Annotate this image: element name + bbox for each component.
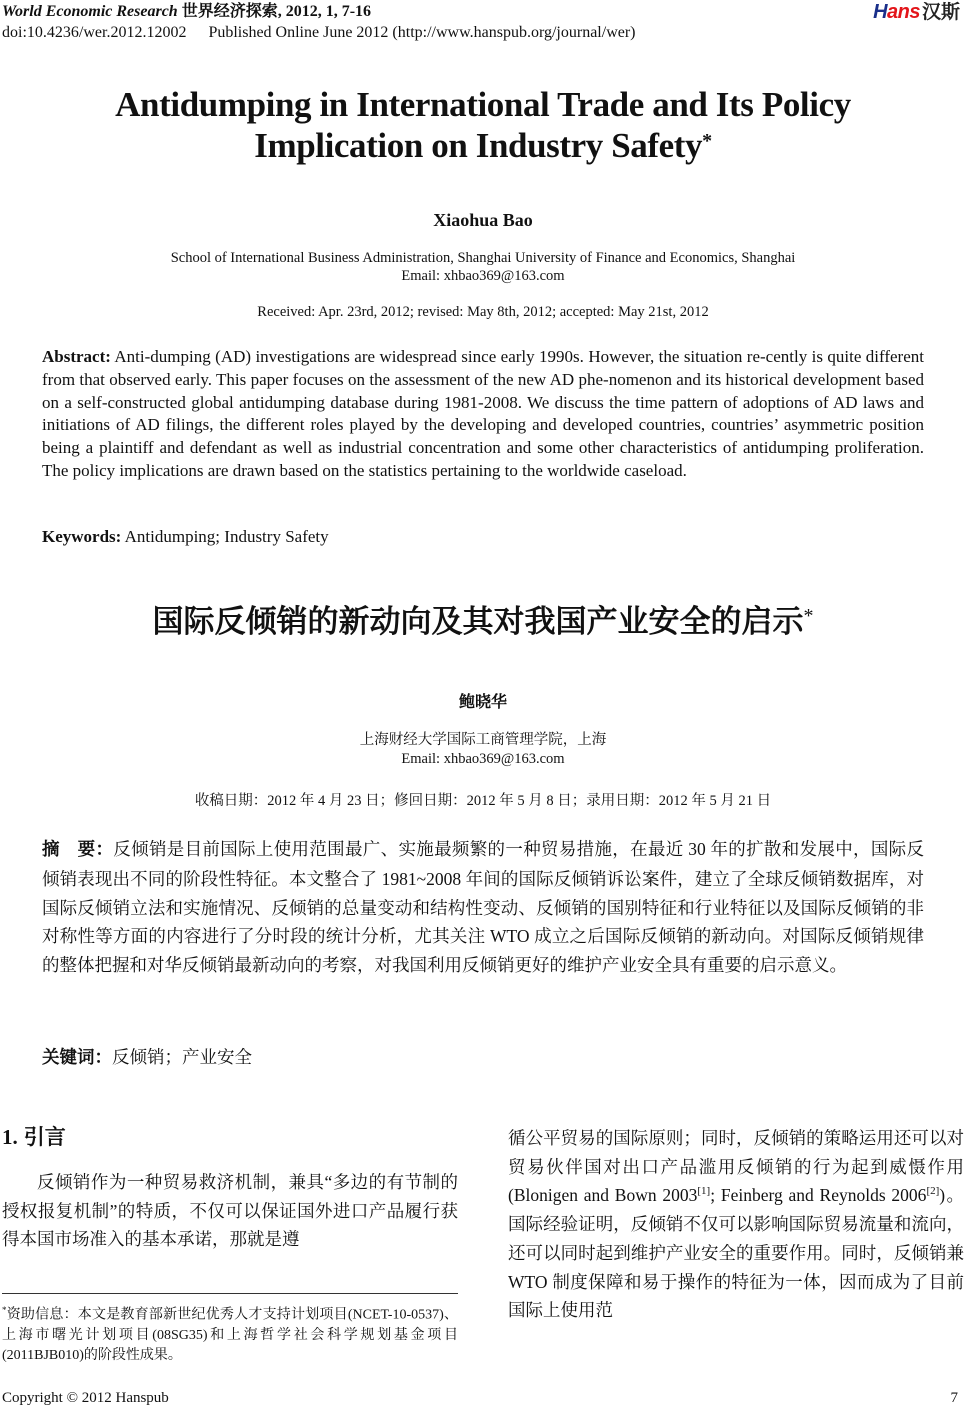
copyright-notice: Copyright © 2012 Hanspub bbox=[2, 1390, 169, 1406]
page-header bbox=[0, 0, 966, 48]
hans-logo bbox=[873, 2, 960, 22]
journal-issue: 世界经济探索, 2012, 1, 7-16 bbox=[177, 3, 372, 20]
citation-ref-2[interactable]: [2] bbox=[926, 1185, 940, 1198]
chinese-abstract-text: 反倾销是目前国际上使用范围最广、实施最频繁的一种贸易措施，在最近 30 年的扩散和发展中，国际反倾销表现出不同的阶段性特征。本文整合了 1981~2008 年间的国际反倾销诉讼案件，建立了全球反倾销数据库，对国际反倾销立法和实施情况、反倾销的总量变动和结构性变动、反倾销的国别特征和行业特征以及国际反倾销的非对称性等方面的内容进行了分时段的统计分析，尤其关注 WTO 成立之后国际反倾销的新动向。对国际反倾销规律的整体把握和对华反倾销最新动向的考察，对我国利用反倾销更好的维护产业安全具有重要的启示意义。 bbox=[42, 839, 925, 976]
citation-ref-1[interactable]: [1] bbox=[697, 1185, 711, 1198]
chinese-dates: 收稿日期：2012 年 4 月 23 日；修回日期：2012 年 5 月 8 日；录用日期：2012 年 5 月 21 日 bbox=[194, 793, 772, 809]
body-column-left bbox=[2, 1168, 458, 1254]
footnote-mark: * bbox=[2, 1305, 7, 1315]
funding-footnote: *资助信息：本文是教育部新世纪优秀人才支持计划项目(NCET-10-0537)、上海市曙光计划项目(08SG35)和上海哲学社会科学规划基金项目(2011BJB010)的阶段性成果。 bbox=[2, 1305, 458, 1363]
keywords-text: Antidumping; Industry Safety bbox=[121, 527, 329, 546]
chinese-abstract bbox=[42, 835, 924, 980]
chinese-title: 国际反倾销的新动向及其对我国产业安全的启示* bbox=[152, 604, 814, 640]
keywords-label: Keywords: bbox=[42, 527, 122, 546]
paragraph: 反倾销作为一种贸易救济机制，兼具“多边的有节制的授权报复机制”的特质，不仅可以保证国外进口产品履行获得本国市场准入的基本承诺，那就是遵 bbox=[2, 1172, 458, 1250]
doi-line bbox=[2, 24, 636, 42]
english-affiliation: School of International Business Administration, Shanghai University of Finance and Economics, Shanghai Email: xhbao369@163.com bbox=[0, 249, 966, 285]
body-column-right: 循公平贸易的国际原则；同时，反倾销的策略运用还可以对贸易伙伴国对出口产品滥用反倾销的行为起到威慑作用(Blonigen and Bown 2003[1]; Feinberg and Reynolds 2006[2])。国际经验证明，反倾销不仅可以影响国际贸易流量和流向，还可以同时起到维护产业安全的重要作用。同时，反倾销兼 WTO 制度保障和易于操作的特征为一体，因而成为了目前国际上使用范 bbox=[508, 1128, 964, 1321]
chinese-title-footnote-mark: * bbox=[803, 605, 814, 627]
english-keywords bbox=[42, 527, 924, 547]
journal-name: World Economic Research bbox=[2, 3, 178, 20]
chinese-email: Email: xhbao369@163.com bbox=[401, 751, 565, 767]
chinese-abstract-label: 摘 要： bbox=[42, 840, 114, 860]
section-heading-introduction: 1. 引言 bbox=[2, 1125, 66, 1149]
footnote-divider bbox=[2, 1293, 458, 1294]
english-abstract bbox=[42, 346, 924, 483]
english-title: Antidumping in International Trade and Its Policy Implication on Industry Safety* bbox=[115, 85, 851, 165]
chinese-keywords-text: 反倾销；产业安全 bbox=[112, 1047, 252, 1067]
abstract-label: Abstract: bbox=[42, 347, 111, 366]
published-online: Published Online June 2012 (http://www.hanspub.org/journal/wer) bbox=[208, 24, 636, 41]
page-number: 7 bbox=[950, 1390, 958, 1406]
abstract-text: Anti-dumping (AD) investigations are widespread since early 1990s. However, the situation re-cently is quite different from that observed early. This paper focuses on the assessment of the new AD phe-nomenon and its historical development based on a self-constructed global antidumping database during 1981-2008. We discuss the time pattern of adoptions of AD laws and initiations of AD filings, the different roles played by the developing and developed countries, countries’ asymmetric position being a plaintiff and defendant as well as industrial concentration and some other characteristics of antidumping proliferation. The policy implications are drawn based on the statistics pertaining to the worldwide caseload. bbox=[42, 347, 924, 480]
english-author: Xiaohua Bao bbox=[433, 210, 533, 230]
hans-logo-latin: Hans bbox=[873, 1, 920, 23]
chinese-affiliation: 上海财经大学国际工商管理学院，上海 Email: xhbao369@163.com bbox=[0, 731, 966, 769]
english-dates: Received: Apr. 23rd, 2012; revised: May 8th, 2012; accepted: May 21st, 2012 bbox=[257, 304, 709, 320]
doi: doi:10.4236/wer.2012.12002 bbox=[2, 24, 187, 41]
title-footnote-mark: * bbox=[702, 130, 712, 152]
journal-citation bbox=[2, 3, 371, 21]
english-email: Email: xhbao369@163.com bbox=[401, 268, 565, 284]
chinese-author: 鲍晓华 bbox=[458, 692, 507, 711]
chinese-keywords-label: 关键词： bbox=[42, 1048, 112, 1068]
hans-logo-chinese: 汉斯 bbox=[921, 1, 960, 23]
chinese-keywords bbox=[42, 1044, 252, 1069]
